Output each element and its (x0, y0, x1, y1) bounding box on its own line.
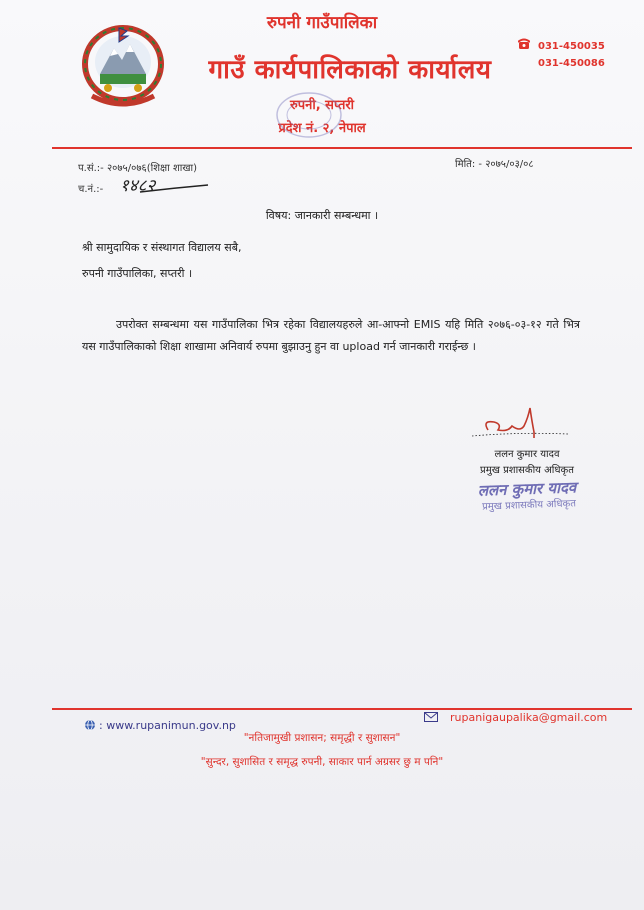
footer-divider (52, 708, 632, 710)
office-location: रुपनी, सप्तरी (289, 98, 355, 113)
dispatch-number: १४८२ (120, 176, 156, 196)
website-url[interactable]: : www.rupanimun.gov.np (99, 719, 236, 732)
signatory-name: ललन कुमार यादव (494, 449, 560, 460)
letter-date: मिति: - २०७५/०३/०८ (455, 159, 534, 170)
dispatch-label: च.नं.:- (78, 184, 104, 195)
phone-number-2: 031-450086 (538, 58, 605, 69)
phone-block (518, 38, 605, 72)
office-stamp-icon (274, 90, 344, 140)
footer-slogan: "सुन्दर, सुशासित र समृद्ध रुपनी, साकार पार्न अग्रसर छु म पनि" (200, 756, 444, 768)
footer-email (424, 711, 607, 724)
footer-motto: "नतिजामुखी प्रशासन; समृद्धी र सुशासन" (243, 732, 401, 744)
mail-icon (424, 712, 438, 722)
addressee-line-2: रुपनी गाउँपालिका, सप्तरी । (82, 267, 193, 280)
letter-subject: विषय: जानकारी सम्बन्धमा । (265, 209, 379, 222)
signature-scribble (468, 402, 572, 442)
office-title: गाउँ कार्यपालिकाको कार्यालय (208, 55, 492, 85)
globe-icon (84, 719, 96, 731)
reference-number: प.सं.:- २०७५/०७६(शिक्षा शाखा) (78, 163, 198, 174)
office-province: प्रदेश नं. २, नेपाल (278, 121, 366, 136)
phone-icon (518, 38, 530, 50)
addressee-line-1: श्री सामुदायिक र संस्थागत विद्यालय सबै, (82, 241, 242, 254)
phone-number-1: 031-450035 (538, 41, 605, 52)
email-address[interactable]: rupanigaupalika@gmail.com (450, 711, 608, 724)
letter-body: उपरोक्त सम्बन्धमा यस गाउँपालिका भित्र रहेका विद्यालयहरुले आ-आफ्नो EMIS यहि मिति २०७६-०३-१२ गते भित्र यस गाउँपालिकाको शिक्षा शाखामा अनिवार्य रुपमा बुझाउनु हुन वा upload गर्न जानकारी गराईन्छ । (82, 318, 580, 353)
signature-stamp-name: ललन कुमार यादव (477, 478, 577, 500)
dispatch-underline-stroke (138, 182, 210, 196)
header-divider (52, 147, 632, 149)
signatory-title: प्रमुख प्रशासकीय अधिकृत (480, 465, 574, 476)
municipality-name: रुपनी गाउँपालिका (266, 13, 378, 33)
signature-stamp-title: प्रमुख प्रशासकीय अधिकृत (481, 498, 577, 513)
